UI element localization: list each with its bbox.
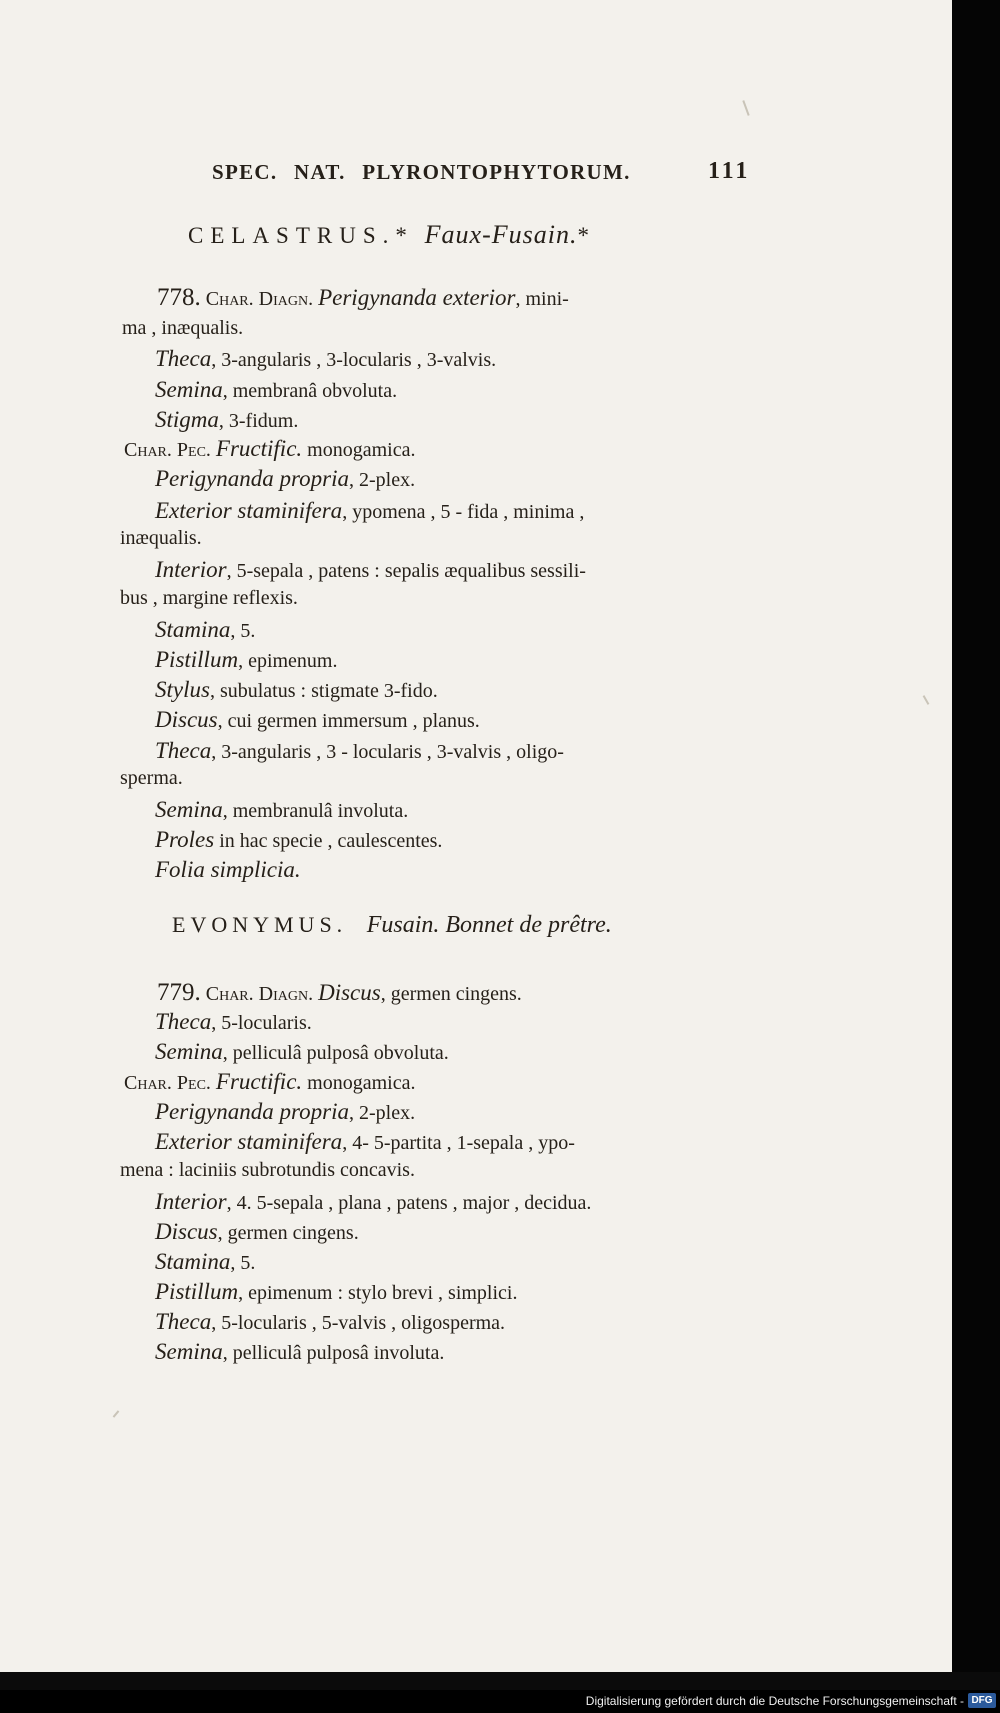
entry-779-line-7: mena : laciniis subrotundis concavis.	[120, 1159, 415, 1181]
entry-778-line-3: Theca, 3-angularis , 3-locularis , 3-valvis.	[155, 346, 497, 371]
paper-mark	[742, 100, 749, 116]
dfg-logo: DFG	[968, 1693, 996, 1708]
entry-778-line-19: Proles in hac specie , caulescentes.	[155, 827, 443, 852]
entry-778-line-16: Theca, 3-angularis , 3 - locularis , 3-valvis , oligo-	[155, 738, 564, 763]
entry-779-line-1: 779. Char. Diagn. Discus, germen cingens.	[157, 979, 522, 1006]
entry-778-line-12: Stamina, 5.	[155, 617, 256, 642]
digitization-footer	[0, 1690, 1000, 1713]
entry-779-line-12: Theca, 5-locularis , 5-valvis , oligosperma.	[155, 1309, 506, 1334]
entry-778-line-6: Char. Pec. Fructific. monogamica.	[124, 436, 416, 461]
paper-mark	[923, 695, 930, 705]
paper-mark	[113, 1410, 120, 1417]
entry-779-line-8: Interior, 4. 5-sepala , plana , patens , major , decidua.	[155, 1189, 592, 1214]
entry-779-line-11: Pistillum, epimenum : stylo brevi , simplici.	[155, 1279, 518, 1304]
entry-778-line-13: Pistillum, epimenum.	[155, 647, 338, 672]
genus-heading-evonymus	[172, 912, 612, 939]
common-name: Faux-Fusain.	[424, 220, 578, 249]
entry-778-line-5: Stigma, 3-fidum.	[155, 407, 299, 432]
entry-778-line-15: Discus, cui germen immersum , planus.	[155, 707, 480, 732]
entry-778-line-17: sperma.	[120, 767, 183, 789]
footer-credit: Digitalisierung gefördert durch die Deutsche Forschungsgemeinschaft -	[585, 1694, 964, 1708]
entry-778-line-2: ma , inæqualis.	[122, 317, 244, 339]
entry-778-line-11: bus , margine reflexis.	[120, 587, 298, 609]
entry-778-line-14: Stylus, subulatus : stigmate 3-fido.	[155, 677, 438, 702]
entry-779-line-2: Theca, 5-locularis.	[155, 1009, 312, 1034]
entry-778-line-18: Semina, membranulâ involuta.	[155, 797, 409, 822]
entry-778-line-10: Interior, 5-sepala , patens : sepalis æqualibus sessili-	[155, 557, 586, 582]
entry-778-line-8: Exterior staminifera, ypomena , 5 - fida , minima ,	[155, 498, 585, 523]
entry-779-line-9: Discus, germen cingens.	[155, 1219, 359, 1244]
running-title: SPEC. NAT. PLYRONTOPHYTORUM.	[212, 160, 631, 184]
entry-778-line-20: Folia simplicia.	[155, 857, 301, 882]
genus-name: CELASTRUS.	[188, 223, 396, 248]
page-edge-shadow	[952, 0, 1000, 1672]
entry-779-line-5: Perigynanda propria, 2-plex.	[155, 1099, 416, 1124]
entry-778-line-4: Semina, membranâ obvoluta.	[155, 377, 398, 402]
genus-mark: *	[395, 223, 407, 248]
genus-heading-celastrus	[188, 220, 589, 250]
page-number: 111	[708, 158, 751, 184]
entry-779-line-6: Exterior staminifera, 4- 5-partita , 1-sepala , ypo-	[155, 1129, 575, 1154]
entry-778-line-1: 778. Char. Diagn. Perigynanda exterior, mini-	[157, 284, 569, 311]
common-mark: *	[577, 223, 589, 248]
entry-779-line-4: Char. Pec. Fructific. monogamica.	[124, 1069, 416, 1094]
entry-779-line-10: Stamina, 5.	[155, 1249, 256, 1274]
common-name: Fusain. Bonnet de prêtre.	[366, 912, 612, 938]
entry-779-line-13: Semina, pelliculâ pulposâ involuta.	[155, 1339, 445, 1364]
entry-778-line-7: Perigynanda propria, 2-plex.	[155, 466, 416, 491]
genus-name: EVONYMUS.	[172, 912, 348, 937]
entry-778-line-9: inæqualis.	[120, 527, 202, 549]
entry-779-line-3: Semina, pelliculâ pulposâ obvoluta.	[155, 1039, 449, 1064]
